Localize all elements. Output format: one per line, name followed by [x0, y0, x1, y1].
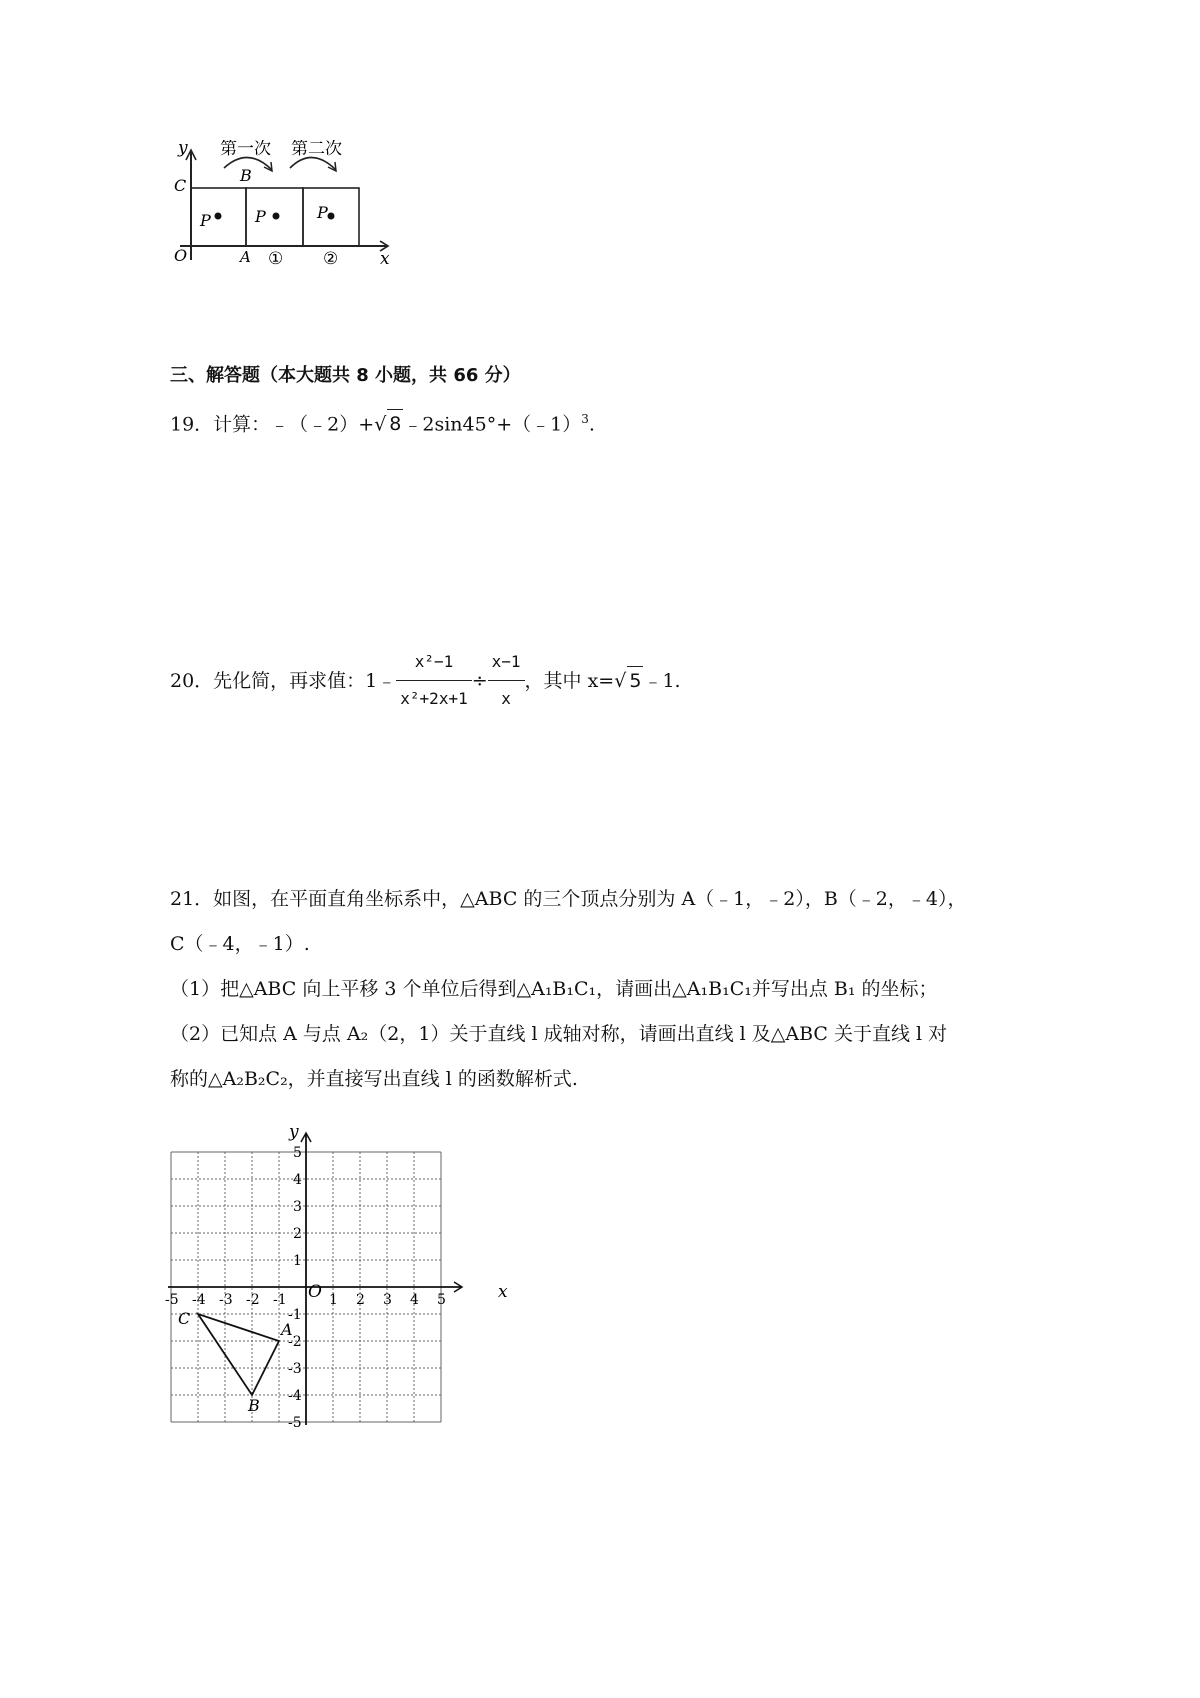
x-tick-label: -5	[165, 1292, 179, 1308]
x-tick-label: -4	[192, 1292, 206, 1308]
rolling-rectangle-figure	[160, 140, 420, 290]
x-tick-label: 4	[410, 1292, 419, 1308]
x-tick-label: -2	[246, 1292, 260, 1308]
grid-y-label: y	[289, 1122, 299, 1142]
x-tick-label: 2	[356, 1292, 365, 1308]
b-label: B	[240, 166, 252, 185]
q20-frac2-denominator: x	[501, 689, 511, 708]
point-p-3	[328, 213, 335, 220]
q21-line-4: （2）已知点 A 与点 A₂（2，1）关于直线 l 成轴对称，请画出直线 l 及△ABC 关于直线 l 对	[170, 1023, 948, 1045]
y-tick-label: 4	[293, 1172, 302, 1188]
q20-end: ﹣1.	[643, 669, 681, 692]
section-title: 三、解答题（本大题共 8 小题，共 66 分）	[170, 365, 521, 386]
q20-fraction-2	[488, 648, 525, 713]
q19-end: .	[588, 413, 595, 436]
point-p-2	[273, 213, 280, 220]
y-tick-label: 2	[293, 1226, 302, 1242]
q19-exponent: 3	[581, 412, 589, 426]
y-label: y	[178, 140, 188, 158]
sqrt-sign: √	[614, 669, 627, 692]
p-label-2: P	[255, 207, 266, 226]
coordinate-grid-figure	[165, 1112, 525, 1467]
q20-prefix: 20．先化简，再求值：1﹣	[170, 669, 397, 692]
second-label: 第二次	[291, 140, 342, 159]
grid-x-label: x	[498, 1282, 508, 1302]
grid-axes	[168, 1133, 462, 1425]
question-19	[170, 405, 595, 438]
y-tick-label: -2	[288, 1334, 302, 1350]
q19-rest: ﹣2sin45°+（﹣1）	[403, 413, 582, 436]
x-tick-label: 3	[383, 1292, 392, 1308]
sqrt-sign: √	[374, 413, 387, 436]
vertex-label-b: B	[248, 1396, 260, 1415]
x-tick-label: -3	[219, 1292, 233, 1308]
x-tick-label: 1	[329, 1292, 338, 1308]
y-tick-label: -4	[288, 1388, 302, 1404]
a-label: A	[240, 248, 251, 266]
c-label: C	[174, 176, 187, 195]
origin-label: O	[174, 246, 188, 265]
q20-radicand: 5	[627, 666, 643, 695]
p-label-1: P	[200, 211, 211, 230]
q19-prefix: 19．计算：﹣（﹣2）+	[170, 413, 375, 436]
triangle-abc-outline	[198, 1314, 279, 1395]
y-tick-label: -3	[288, 1361, 302, 1377]
q20-mid: ，其中 x=	[524, 669, 615, 692]
vertex-label-c: C	[178, 1309, 191, 1328]
y-tick-label: -1	[288, 1307, 302, 1323]
mark-2: ②	[323, 249, 339, 269]
q20-divide: ÷	[471, 669, 488, 692]
y-tick-label: -5	[288, 1415, 302, 1431]
q21-line-2: C（﹣4，﹣1）.	[170, 933, 310, 955]
point-p-1	[215, 213, 222, 220]
q20-frac2-numerator: x−1	[488, 648, 525, 681]
q21-line-1: 21．如图，在平面直角坐标系中，△ABC 的三个顶点分别为 A（﹣1，﹣2），B（﹣2，﹣4），	[170, 888, 967, 910]
q21-line-5: 称的△A₂B₂C₂，并直接写出直线 l 的函数解析式.	[170, 1068, 578, 1090]
x-tick-label: 5	[437, 1292, 446, 1308]
p-label-3: P	[317, 203, 328, 222]
y-tick-label: 3	[293, 1199, 302, 1215]
q20-frac1-numerator: x²−1	[396, 648, 471, 681]
x-tick-label: -1	[273, 1292, 287, 1308]
y-tick-label: 1	[293, 1253, 302, 1269]
vertex-label-a: A	[281, 1320, 293, 1339]
mark-1: ①	[268, 249, 284, 269]
question-20	[170, 648, 681, 713]
x-label: x	[380, 249, 390, 269]
q20-fraction-1	[396, 648, 471, 713]
q21-line-3: （1）把△ABC 向上平移 3 个单位后得到△A₁B₁C₁，请画出△A₁B₁C₁并写出点 B₁ 的坐标；	[170, 978, 938, 1000]
q19-radicand: 8	[387, 409, 403, 438]
first-label: 第一次	[220, 140, 271, 159]
grid-origin-label: O	[308, 1282, 322, 1302]
y-tick-label: 5	[293, 1145, 302, 1161]
triangle-abc	[178, 1309, 293, 1415]
q20-frac1-denominator: x²+2x+1	[400, 689, 468, 708]
